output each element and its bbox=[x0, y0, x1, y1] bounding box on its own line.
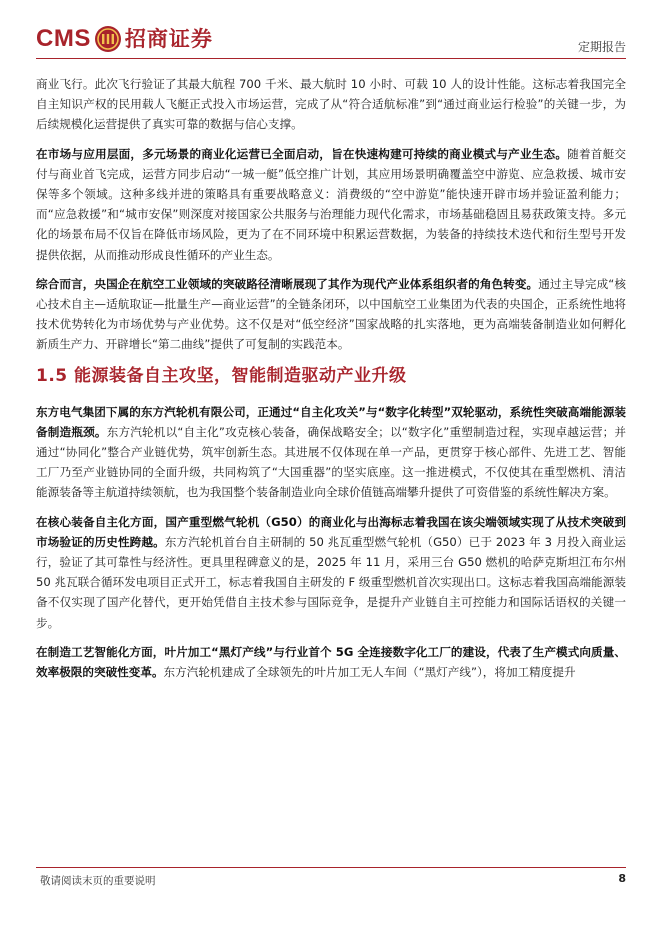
paragraph-5-lead: 在核心装备自主化方面，国产重型燃气轮机（G50）的商业化与出海标志着我国在该尖端领域实现了从技术突破到市场验证的历史性跨越。 bbox=[36, 514, 626, 549]
paragraph-1 bbox=[36, 74, 626, 135]
logo-emblem-icon bbox=[94, 25, 122, 53]
paragraph-2-lead: 在市场与应用层面，多元场景的商业化运营已全面启动，旨在快速构建可持续的商业模式与产业生态。 bbox=[36, 146, 568, 161]
paragraph-3-body: 通过主导完成“核心技术自主—适航取证—批量生产—商业运营”的全链条闭环，以中国航空工业集团为代表的央国企，正系统性地将技术优势转化为市场优势与产业优势。这不仅是对“低空经济”国家战略的扎实落地，更为高端装备制造业如何孵化新质生产力、开辟增长“第二曲线”提供了可复制的实践范本。 bbox=[36, 276, 626, 352]
paragraph-2 bbox=[36, 144, 626, 265]
report-type-label: 定期报告 bbox=[577, 40, 626, 54]
paragraph-5 bbox=[36, 512, 626, 633]
page-header bbox=[0, 0, 662, 62]
paragraph-6-lead: 在制造工艺智能化方面，叶片加工“黑灯产线”与行业首个 5G 全连接数字化工厂的建设，代表了生产模式向质量、效率极限的突破性变革。 bbox=[36, 644, 626, 680]
footer-disclaimer: 敬请阅读末页的重要说明 bbox=[40, 875, 156, 887]
header-divider bbox=[36, 58, 626, 59]
paragraph-2-body: 随着首艇交付与商业首飞完成，运营方同步启动“一城一艇”低空推广计划，其应用场景明确覆盖空中游览、应急救援、城市安保等多个领域。这种多线并进的策略具有重要战略意义：消费级的“空中游览”能快速开辟市场并验证盈利能力；而“应急救援”和“城市安保”则深度对接国家公共服务与治理能力现代化需求，市场基础稳固且易获政策支持。多元化的场景布局不仅旨在降低市场风险，更为了在不同环境中积累运营数据，为装备的持续技术迭代和衍生型号开发提供依据，从而推动形成良性循环的产业生态。 bbox=[36, 146, 626, 262]
paragraph-1-body: 商业飞行。此次飞行验证了其最大航程 700 千米、最大航时 10 小时、可载 10 人的设计性能。这标志着我国完全自主知识产权的民用载人飞艇正式投入市场运营，完成了从“符合适航标准”到“通过商业运行检验”的关键一步，为后续规模化运营提供了真实可靠的数据与信心支撑。 bbox=[36, 77, 626, 132]
paragraph-5-body: 东方汽轮机首台自主研制的 50 兆瓦重型燃气轮机（G50）已于 2023 年 3 月投入商业运行，验证了其可靠性与经济性。更具里程碑意义的是，2025 年 11 月，采用三台 G50 燃机的哈萨克斯坦江布尔州 50 兆瓦联合循环发电项目正式开工，标志着我国自主研发的 F 级重型燃机首次实现出口。这标志着我国高端能源装备不仅实现了国产化替代，更开始凭借自主技术参与国际竞争，是提升产业链自主可控能力和国际话语权的关键一步。 bbox=[36, 534, 626, 630]
logo-chinese-text: 招商证券 bbox=[124, 26, 213, 51]
paragraph-3 bbox=[36, 274, 626, 355]
paragraph-4 bbox=[36, 402, 626, 503]
paragraph-4-body: 东方汽轮机以“自主化”攻克核心装备，确保战略安全；以“数字化”重塑制造过程，实现卓越运营；并通过“协同化”整合产业链优势，筑牢创新生态。其进展不仅体现在单一产品，更贯穿于核心部件、先进工艺、智能工厂乃至产业链协同的全面升级，共同构筑了“大国重器”的坚实底座。这一推进模式，不仅使其在重型燃机、清洁能源装备等主航道持续领航，也为我国整个装备制造业向全球价值链高端攀升提供了可资借鉴的系统性解决方案。 bbox=[36, 424, 626, 500]
paragraph-6-body: 东方汽轮机建成了全球领先的叶片加工无人车间（“黑灯产线”），将加工精度提升 bbox=[163, 665, 576, 680]
footer-divider bbox=[36, 867, 626, 868]
section-heading: 1.5 能源装备自主攻坚，智能制造驱动产业升级 bbox=[36, 365, 407, 386]
logo-cms-text: CMS bbox=[36, 25, 91, 52]
paragraph-6 bbox=[36, 642, 626, 682]
page-number: 8 bbox=[618, 872, 626, 885]
paragraph-3-lead: 综合而言，央国企在航空工业领域的突破路径清晰展现了其作为现代产业体系组织者的角色转变。 bbox=[36, 276, 539, 291]
company-logo bbox=[36, 22, 213, 56]
paragraph-4-lead: 东方电气集团下属的东方汽轮机有限公司，正通过“自主化攻关”与“数字化转型”双轮驱动，系统性突破高端能源装备制造瓶颈。 bbox=[36, 404, 626, 439]
main-content bbox=[36, 74, 626, 682]
